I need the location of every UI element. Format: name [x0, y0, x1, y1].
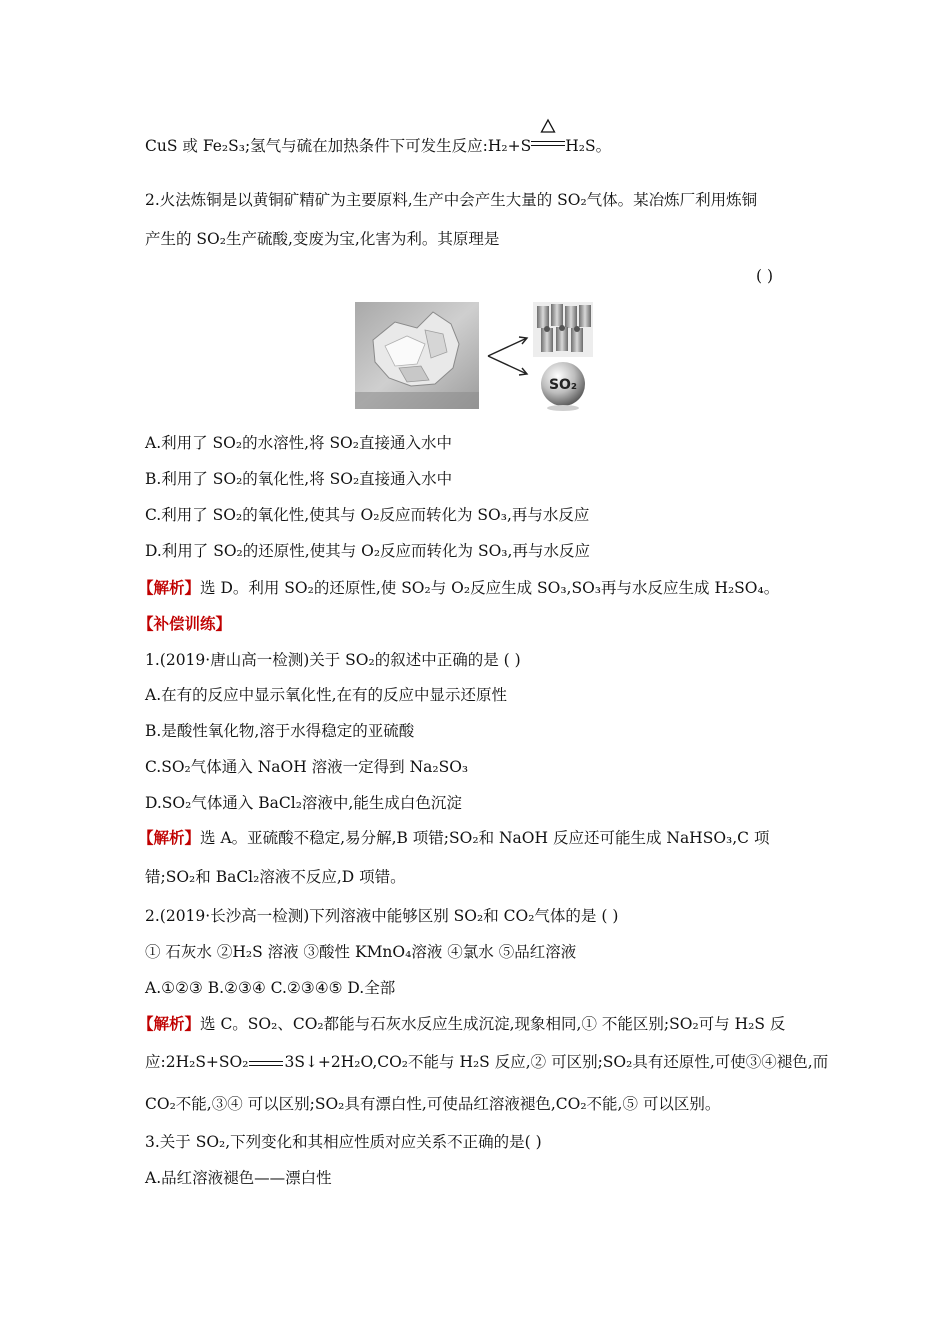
heating-equals-symbol	[531, 136, 565, 156]
s1-option-b: B.是酸性氧化物,溶于水得稳定的亚硫酸	[145, 722, 415, 740]
s2-analysis-line2-post: 3S↓+2H₂O,CO₂不能与 H₂S 反应,② 可区别;SO₂具有还原性,可使③④褪色,而	[284, 1053, 829, 1071]
q2-analysis-text: 选 D。利用 SO₂的还原性,使 SO₂与 O₂反应生成 SO₃,SO₃再与水反应生成 H₂SO₄。	[200, 579, 780, 597]
s2-analysis-text: 选 C。SO₂、CO₂都能与石灰水反应生成沉淀,现象相同,① 不能区别;SO₂可与 H₂S 反	[200, 1015, 786, 1033]
s1-option-d: D.SO₂气体通入 BaCl₂溶液中,能生成白色沉淀	[145, 794, 462, 812]
s2-analysis-line3: CO₂不能,③④ 可以区别;SO₂具有漂白性,可使品红溶液褪色,CO₂不能,⑤ 可以区别。	[145, 1095, 721, 1113]
s2-analysis-line2-pre: 应:2H₂S+SO₂	[145, 1053, 249, 1071]
reaction-equals-symbol	[249, 1061, 283, 1066]
q2-answer-bracket: ( )	[756, 267, 774, 285]
supplement-title: 【补偿训练】	[138, 615, 232, 633]
s1-analysis-text: 选 A。亚硫酸不稳定,易分解,B 项错;SO₂和 NaOH 反应还可能生成 NaHSO₃,C 项	[200, 829, 770, 847]
q2-option-a: A.利用了 SO₂的水溶性,将 SO₂直接通入水中	[145, 434, 452, 452]
q2-stem-line1: 2.火法炼铜是以黄铜矿精矿为主要原料,生产中会产生大量的 SO₂气体。某冶炼厂利用炼铜	[145, 191, 758, 209]
intro-product: H₂S。	[565, 137, 612, 155]
s1-stem: 1.(2019·唐山高一检测)关于 SO₂的叙述中正确的是 ( )	[145, 651, 521, 669]
s1-option-c: C.SO₂气体通入 NaOH 溶液一定得到 Na₂SO₃	[145, 758, 469, 776]
intro-line	[145, 136, 611, 156]
s1-analysis-line2: 错;SO₂和 BaCl₂溶液不反应,D 项错。	[145, 868, 406, 886]
analysis-tag: 【解析】	[138, 1015, 201, 1033]
s2-analysis-line2	[145, 1052, 828, 1072]
s3-stem: 3.关于 SO₂,下列变化和其相应性质对应关系不正确的是( )	[145, 1133, 542, 1151]
analysis-tag: 【解析】	[138, 829, 201, 847]
s1-analysis-line1	[138, 828, 769, 848]
s1-option-a: A.在有的反应中显示氧化性,在有的反应中显示还原性	[145, 686, 508, 704]
analysis-tag: 【解析】	[138, 579, 201, 597]
q2-option-c: C.利用了 SO₂的氧化性,使其与 O₂反应而转化为 SO₃,再与水反应	[145, 506, 590, 524]
conversion-arrows	[488, 337, 527, 375]
q2-stem-line2: 产生的 SO₂生产硫酸,变废为宝,化害为利。其原理是	[145, 230, 500, 248]
so2-sphere-label: SO₂	[548, 377, 578, 393]
copper-ore-photo	[355, 302, 479, 409]
q2-option-d: D.利用了 SO₂的还原性,使其与 O₂反应而转化为 SO₃,再与水反应	[145, 542, 590, 560]
heat-triangle-icon	[540, 118, 556, 134]
s2-choices: A.①②③ B.②③④ C.②③④⑤ D.全部	[145, 979, 396, 997]
so2-molecule-sphere	[541, 362, 585, 411]
q2-figure	[355, 300, 595, 416]
s2-stem: 2.(2019·长沙高一检测)下列溶液中能够区别 SO₂和 CO₂气体的是 ( )	[145, 907, 619, 925]
s2-items: ① 石灰水 ②H₂S 溶液 ③酸性 KMnO₄溶液 ④氯水 ⑤品红溶液	[145, 943, 577, 961]
q2-option-b: B.利用了 SO₂的氧化性,将 SO₂直接通入水中	[145, 470, 453, 488]
intro-text: CuS 或 Fe₂S₃;氢气与硫在加热条件下可发生反应:H₂+S	[145, 137, 532, 155]
gas-cylinders-photo	[533, 302, 593, 357]
q2-analysis	[138, 578, 779, 598]
s3-option-a: A.品红溶液褪色——漂白性	[145, 1169, 332, 1187]
s2-analysis-line1	[138, 1014, 785, 1034]
